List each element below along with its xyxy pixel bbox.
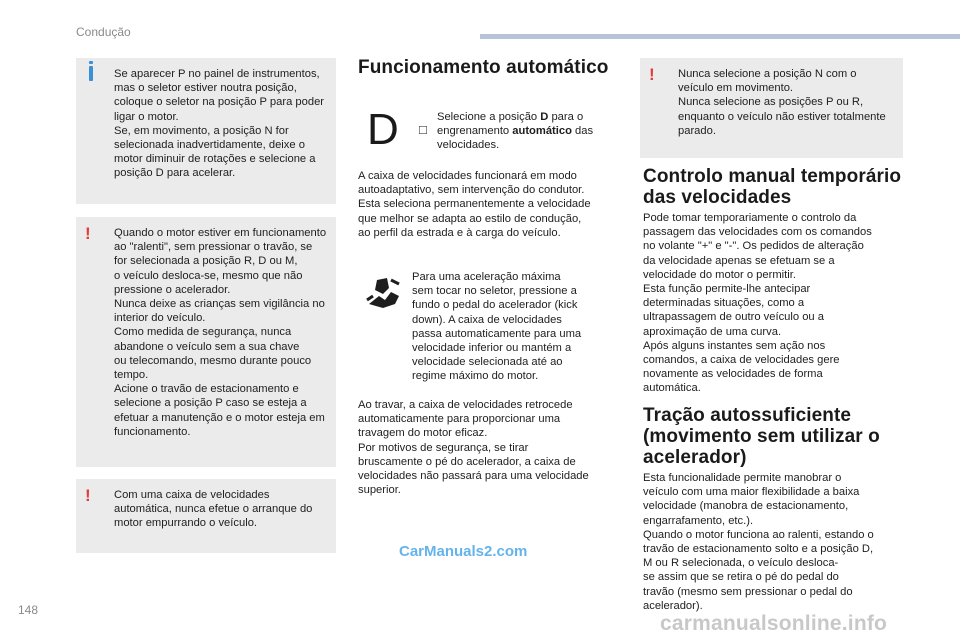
watermark-carmanuals2: CarManuals2.com xyxy=(399,543,528,560)
title-manual-control: Controlo manual temporário das velocidades xyxy=(643,166,902,208)
watermark-carmanualsonline: carmanualsonline.info xyxy=(660,612,888,635)
warning-text-2: Com uma caixa de velocidades automática, nunca efetue o arranque do motor empurrando o veículo. xyxy=(114,489,313,530)
warning-text-1: Quando o motor estiver em funcionamento ao "ralenti", sem pressionar o travão, se for selecionada a posição R, D ou M, o veículo desloca-se, mesmo que não pressione o acelerador. Nunca deixe as crianças sem vigilância no interior do veículo. Como medida de segurança, nunca abandone o veículo sem a sua chave ou telecomando, mesmo durante pouco tempo. Acione o travão de estacionamento e selecione a posição P caso se esteja a efetuar a manutenção e o motor esteja em funcionamento. xyxy=(114,227,327,438)
warning-box-3 xyxy=(640,58,903,158)
manual-paragraph: Pode tomar temporariamente o controlo da passagem das velocidades com os comandos no volante "+" e "-". Os pedidos de alteração da velocidade apenas se efetuam se a velocidade do motor o permitir. Esta função permite-lhe antecipar determinadas situações, como a ultrapassagem de outro veículo ou a aproximação de uma curva. Após alguns instantes sem ação nos comandos, a caixa de velocidades gere novamente as velocidades de forma automática. xyxy=(643,212,872,395)
warning-icon: ! xyxy=(85,486,91,505)
warning-box-1 xyxy=(76,217,336,467)
warning-box-2 xyxy=(76,479,336,553)
kickdown-text: Para uma aceleração máxima sem tocar no seletor, pressione a fundo o pedal do acelerador (kick down). A caixa de velocidades passa automaticamente para uma velocidade inferior ou mantém a velocidade selecionada até ao regime máximo do motor. xyxy=(412,271,582,383)
auto-paragraph-1: A caixa de velocidades funcionará em modo autoadaptativo, sem intervenção do condutor. Esta seleciona permanentemente a velocidade que melhor se adapta ao estilo de condução, ao perfil da estrada e à carga do veículo. xyxy=(358,170,591,239)
warning-icon: ! xyxy=(85,224,91,243)
auto-paragraph-2: Ao travar, a caixa de velocidades retrocede automaticamente para proporcionar uma travagem do motor eficaz. Por motivos de segurança, se tirar bruscamente o pé do acelerador, a caixa de velocidades não passará para uma velocidade superior. xyxy=(358,399,589,497)
info-icon xyxy=(89,66,93,81)
traction-paragraph: Esta funcionalidade permite manobrar o veículo com uma maior flexibilidade a baixa velocidade (manobra de estacionamento, engarrafamento, etc.). Quando o motor funciona ao ralenti, estando o travão de estacionamento solto e a posição D, M ou R selecionada, o veículo desloca- se assim que se retira o pé do pedal do travão (mesmo sem pressionar o pedal do acelerador). xyxy=(643,472,874,612)
kickdown-pedal-icon xyxy=(365,274,403,310)
select-instruction: Selecione a posição D para o engrenamento automático das velocidades. xyxy=(437,111,594,152)
info-text: Se aparecer P no painel de instrumentos, mas o seletor estiver noutra posição, coloque o seletor na posição P para poder ligar o motor. Se, em movimento, a posição N for selecionada inadvertidamente, deixe o motor diminuir de rotações e selecione a posição D para acelerar. xyxy=(114,68,325,180)
gear-d-symbol: D xyxy=(367,105,399,154)
info-box xyxy=(76,58,336,204)
page-number: 148 xyxy=(18,603,39,617)
bullet-icon: ☐ xyxy=(418,125,428,138)
title-traction: Tração autossuficiente (movimento sem utilizar o acelerador) xyxy=(643,405,880,468)
header-bar xyxy=(480,34,960,39)
section-label: Condução xyxy=(76,25,131,39)
warning-text-3: Nunca selecione a posição N com o veículo em movimento. Nunca selecione as posições P ou R, enquanto o veículo não estiver totalmente parado. xyxy=(678,68,886,137)
title-automatic: Funcionamento automático xyxy=(358,57,609,78)
warning-icon: ! xyxy=(649,65,655,84)
